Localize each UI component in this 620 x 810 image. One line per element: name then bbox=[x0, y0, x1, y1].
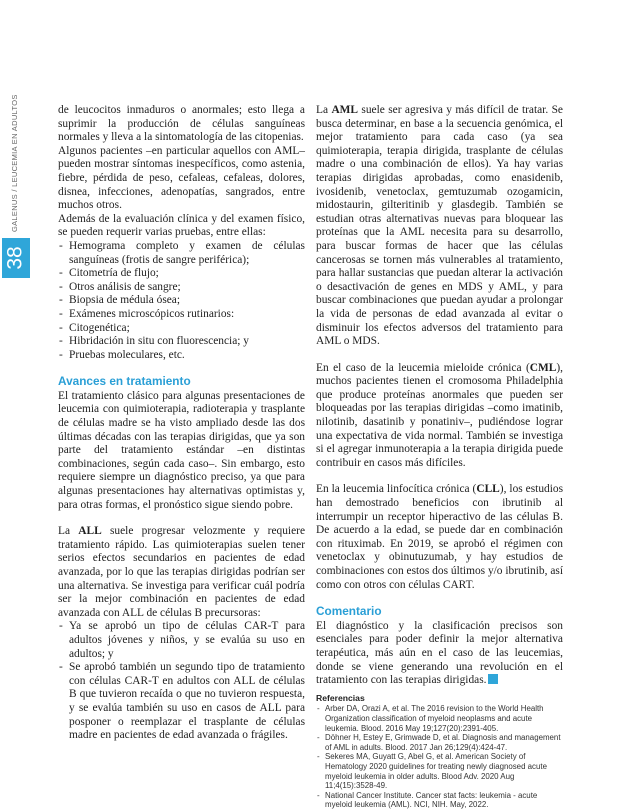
reference-item: - Sekeres MA, Guyatt G, Abel G, et al. American Society of Hematology 2020 guidelines for treating newly diagnosed acute myeloid leukemia in older adults. Blood Adv. 2020 Aug 11;4(15):3528-49. bbox=[316, 752, 563, 790]
paragraph: El diagnóstico y la clasificación precisos son esenciales para poder definir la mejor alternativa terapéutica, más aún en el caso de las leucemias, donde se viene generando una revolución en el tratamiento con las terapias dirigidas. bbox=[316, 619, 563, 687]
list-item: - Se aprobó también un segundo tipo de tratamiento con células CAR-T en adultos con ALL de células B que tuvieron recaída o que no tuvieron respuesta, y se evalúa también su uso en casos de ALL para posponer o reemplazar el trasplante de células madre en pacientes de edad avanzada o frágiles. bbox=[58, 661, 305, 743]
reference-item: - Arber DA, Orazi A, et al. The 2016 revision to the World Health Organization classification of myeloid neoplasms and acute leukemia. Blood. 2016 May 19;127(20):2391-405. bbox=[316, 704, 563, 733]
list-item: - Otros análisis de sangre; bbox=[58, 281, 305, 295]
list-item: - Biopsia de médula ósea; bbox=[58, 294, 305, 308]
list-item: - Pruebas moleculares, etc. bbox=[58, 349, 305, 363]
right-column bbox=[316, 104, 563, 810]
left-column bbox=[58, 104, 305, 743]
paragraph: El tratamiento clásico para algunas presentaciones de leucemia con quimioterapia, radioterapia y trasplante de células madre se ha visto ampliado desde las dos últimas décadas con las terapias dirigidas, que ya son parte del tratamiento estándar –en distintas combinaciones, según cada caso–. Sin embargo, esto requiere siempre un diagnóstico preciso, ya que para algunas presentaciones hay alternativas optimistas y, para otras formas, el pronóstico sigue siendo pobre. bbox=[58, 389, 305, 511]
paragraph: La ALL suele progresar velozmente y requiere tratamiento rápido. Las quimioterapias suelen tener serios efectos secundarios en pacientes de edad avanzada, por lo que las terapias dirigidas podrían ser una alternativa. Se investiga para verificar cuál podría ser la mejor combinación en pacientes de edad avanzada con ALL de células B precursoras: bbox=[58, 525, 305, 619]
references-list bbox=[316, 704, 563, 810]
reference-item: - Döhner H, Estey E, Grimwade D, et al. Diagnosis and management of AML in adults. Blood. 2017 Jan 26;129(4):424-47. bbox=[316, 733, 563, 752]
list-item: - Ya se aprobó un tipo de células CAR-T para adultos jóvenes y niños, y se evalúa su uso en adultos; y bbox=[58, 620, 305, 661]
paragraph: En la leucemia linfocítica crónica (CLL), los estudios han demostrado beneficios con ibrutinib al interrumpir un receptor hiperactivo de las células B. De acuerdo a la edad, se puede dar en combinación con rituximab. En 2019, se aprobó el régimen con venetoclax y obinutuzumab, y hay estudios de combinaciones con estos dos últimos y/o ibrutinib, así como con otros con células CART. bbox=[316, 483, 564, 591]
references-title: Referencias bbox=[316, 692, 365, 703]
all-list bbox=[58, 620, 305, 742]
page-number: 38 bbox=[3, 246, 27, 270]
page-number-tab bbox=[2, 238, 30, 278]
paragraph: La AML suele ser agresiva y más difícil de tratar. Se busca determinar, en base a la secuencia genómica, el mejor tratamiento para cada caso (ya sea quimioterapia, terapia dirigida, trasplante de células madre o una combinación de ellos). Ya hay varias terapias dirigidas aprobadas, como enasidenib, ivosidenib, venetoclax, gemtuzumab ozogamicin, midostaurin, gilteritinib y glasdegib. También se estudian otras alternativas nuevas para bloquear las proteínas que la AML necesita para su desarrollo, para buscar formas de hacer que las células cancerosas se tornen más vulnerables al tratamiento, para hallar sustancias que puedan alterar la activación o desactivación de genes en MDS y AML, y para buscar combinaciones que puedan ayudar a prolongar la vida de personas de edad avanzada al evitar o disminuir los efectos adversos del tratamiento para AML o MDS. bbox=[316, 104, 563, 348]
list-item: - Citogenética; bbox=[58, 322, 305, 336]
reference-item: - National Cancer Institute. Cancer stat facts: leukemia - acute myeloid leukemia (AML). NCI, NIH. May, 2022. bbox=[316, 791, 563, 810]
list-item: - Exámenes microscópicos rutinarios: bbox=[58, 308, 305, 322]
tests-list bbox=[58, 240, 305, 362]
paragraph: de leucocitos inmaduros o anormales; esto llega a suprimir la producción de células sanguíneas normales y lleva a la sintomatología de las citopenias. bbox=[58, 104, 305, 144]
references bbox=[316, 694, 563, 810]
paragraph: En el caso de la leucemia mieloide crónica (CML), muchos pacientes tienen el cromosoma Philadelphia que produce proteínas anormales que pueden ser bloqueadas por las terapias dirigidas –como imatinib, nilotinib, dasatinib y ponatiniv–, pudiéndose lograr una expectativa de vida normal. También se investiga si el agregar inmunoterapia a la terapia dirigida puede contribuir en casos más difíciles. bbox=[316, 361, 563, 469]
list-item: - Citometría de flujo; bbox=[58, 267, 305, 281]
paragraph: Algunos pacientes –en particular aquellos con AML– pueden mostrar síntomas inespecíficos, como astenia, fiebre, pérdida de peso, cefaleas, cefaleas, dolores, disnea, infecciones, adenopatías, sangrados, entre muchos otros. bbox=[58, 144, 305, 212]
paragraph: Además de la evaluación clínica y del examen físico, se pueden requerir varias pruebas, entre ellas: bbox=[58, 212, 305, 239]
list-item: - Hemograma completo y examen de células sanguíneas (frotis de sangre periférica); bbox=[58, 240, 305, 267]
section-heading-avances: Avances en tratamiento bbox=[58, 374, 191, 389]
list-item: - Hibridación in situ con fluorescencia; y bbox=[58, 335, 305, 349]
running-header-text: GALENUS / LEUCEMIA EN ADULTOS bbox=[10, 94, 19, 232]
end-mark-icon bbox=[488, 674, 498, 684]
section-heading-comentario: Comentario bbox=[316, 604, 382, 619]
